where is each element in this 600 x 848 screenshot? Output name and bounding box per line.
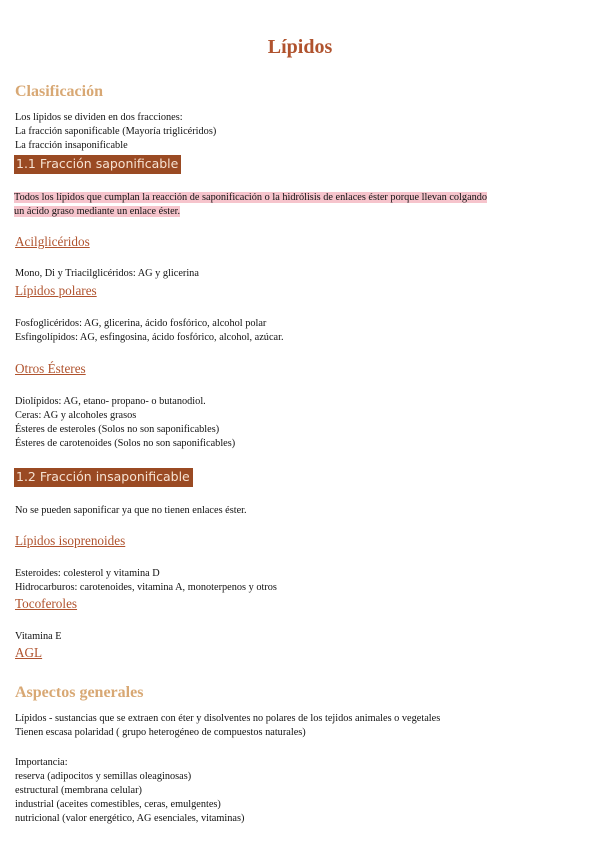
- clasificacion-line: La fracción insaponificable: [15, 140, 128, 151]
- importancia-line: Importancia:: [15, 757, 68, 768]
- aspectos-line: Tienen escasa polaridad ( grupo heterogéneo de compuestos naturales): [15, 727, 306, 738]
- insaponificable-line: No se pueden saponificar ya que no tienen enlaces éster.: [15, 505, 247, 516]
- importancia-line: reserva (adipocitos y semillas oleaginosas): [15, 771, 192, 782]
- isoprenoides-text: [15, 567, 277, 595]
- lipidos-polares-line: Fosfoglicéridos: AG, glicerina, ácido fosfórico, alcohol polar: [15, 318, 267, 329]
- isoprenoides-line: Hidrocarburos: carotenoides, vitamina A, monoterpenos y otros: [15, 582, 277, 593]
- subheading-lipidos-polares: Lípidos polares: [15, 283, 97, 298]
- importancia-text: [15, 756, 244, 826]
- acilgliceridos-text: [15, 267, 199, 281]
- lipidos-polares-line: Esfingolípidos: AG, esfingosina, ácido fosfórico, alcohol, azúcar.: [15, 332, 284, 343]
- page-title: Lípidos: [267, 36, 333, 58]
- importancia-line: industrial (aceites comestibles, ceras, emulgentes): [15, 799, 221, 810]
- highlight-line: Todos los lípidos que cumplan la reacción de saponificación o la hidrólisis de enlaces éster porque llevan colgando: [14, 192, 488, 203]
- otros-esteres-line: Ésteres de carotenoides (Solos no son saponificables): [15, 438, 236, 449]
- tocoferoles-text: [15, 630, 62, 644]
- subheading-agl: AGL: [15, 645, 43, 660]
- highlight-line: un ácido graso mediante un enlace éster.: [14, 206, 181, 217]
- importancia-line: estructural (membrana celular): [15, 785, 142, 796]
- clasificacion-text: [15, 111, 216, 153]
- aspectos-text: [15, 712, 440, 740]
- importancia-line: nutricional (valor energético, AG esenciales, vitaminas): [15, 813, 245, 824]
- heading-clasificacion: Clasificación: [15, 83, 103, 100]
- aspectos-line: Lípidos - sustancias que se extraen con éter y disolventes no polares de los tejidos animales o vegetales: [15, 713, 441, 724]
- clasificacion-line: Los lípidos se dividen en dos fracciones:: [15, 112, 183, 123]
- subheading-otros-esteres: Otros Ésteres: [15, 361, 86, 376]
- insaponificable-text: [15, 504, 247, 518]
- otros-esteres-line: Ésteres de esteroles (Solos no son saponificables): [15, 424, 220, 435]
- acilgliceridos-line: Mono, Di y Triacilglicéridos: AG y glicerina: [15, 268, 199, 279]
- subheading-isoprenoides: Lípidos isoprenoides: [15, 533, 126, 548]
- heading-aspectos-generales: Aspectos generales: [15, 684, 144, 701]
- otros-esteres-line: Diolípidos: AG, etano- propano- o butanodiol.: [15, 396, 206, 407]
- lipidos-polares-text: [15, 317, 284, 345]
- isoprenoides-line: Esteroides: colesterol y vitamina D: [15, 568, 160, 579]
- tocoferoles-line: Vitamina E: [15, 631, 62, 642]
- highlighted-definition: [14, 191, 571, 219]
- clasificacion-line: La fracción saponificable (Mayoría triglicéridos): [15, 126, 217, 137]
- otros-esteres-text: [15, 395, 235, 451]
- otros-esteres-line: Ceras: AG y alcoholes grasos: [15, 410, 137, 421]
- section-band-insaponificable: 1.2 Fracción insaponificable: [14, 468, 193, 487]
- subheading-acilgliceridos: Acilglicéridos: [15, 234, 90, 249]
- section-band-saponificable: 1.1 Fracción saponificable: [14, 155, 181, 174]
- subheading-tocoferoles: Tocoferoles: [15, 596, 78, 611]
